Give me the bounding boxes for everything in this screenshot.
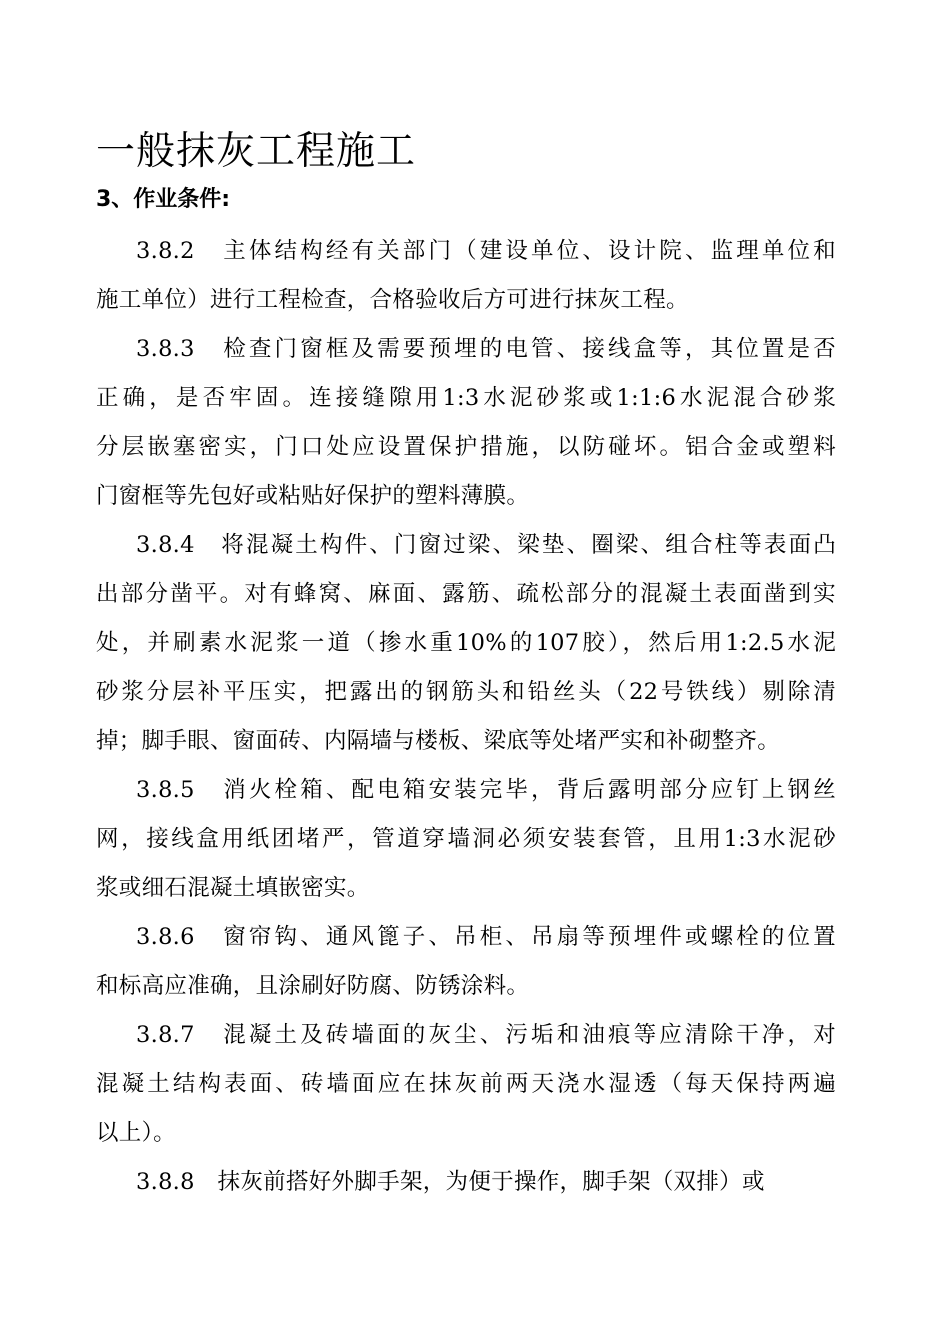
paragraph — [96, 913, 836, 1011]
paragraph-line: 网，接线盒用纸团堵严，管道穿墙洞必须安装套管，且用1:3水泥砂 — [96, 826, 836, 852]
document-body — [96, 227, 836, 1207]
paragraph — [96, 1011, 836, 1158]
paragraph-line: 和标高应准确，且涂刷好防腐、防锈涂料。 — [96, 973, 530, 999]
paragraph — [96, 766, 836, 913]
paragraph-line: 正确，是否牢固。连接缝隙用1:3水泥砂浆或1:1:6水泥混合砂浆 — [96, 385, 836, 411]
paragraph-line: 混凝土结构表面、砖墙面应在抹灰前两天浇水湿透（每天保持两遍 — [96, 1071, 836, 1097]
paragraph-line: 3.8.8 抹灰前搭好外脚手架，为便于操作，脚手架（双排）或 — [136, 1169, 765, 1195]
paragraph — [96, 521, 836, 766]
paragraph — [96, 325, 836, 521]
paragraph-line: 3.8.6 窗帘钩、通风篦子、吊柜、吊扇等预埋件或螺栓的位置 — [136, 924, 836, 950]
section-heading: 3、作业条件: — [96, 187, 231, 212]
paragraph-line: 分层嵌塞密实，门口处应设置保护措施，以防碰坏。铝合金或塑料 — [96, 434, 836, 460]
paragraph-line: 门窗框等先包好或粘贴好保护的塑料薄膜。 — [96, 483, 530, 509]
paragraph-line: 处，并刷素水泥浆一道（掺水重10%的107胶），然后用1:2.5水泥 — [96, 630, 836, 656]
document-title: 一般抹灰工程施工 — [96, 129, 417, 174]
paragraph-line: 施工单位）进行工程检查，合格验收后方可进行抹灰工程。 — [96, 287, 689, 313]
paragraph-line: 3.8.7 混凝土及砖墙面的灰尘、污垢和油痕等应清除干净，对 — [136, 1022, 836, 1048]
paragraph-line: 3.8.4 将混凝土构件、门窗过梁、梁垫、圈梁、组合柱等表面凸 — [136, 532, 836, 558]
paragraph-line: 3.8.3 检查门窗框及需要预埋的电管、接线盒等，其位置是否 — [136, 336, 836, 362]
paragraph — [96, 1158, 836, 1207]
paragraph-line: 掉；脚手眼、窗面砖、内隔墙与楼板、梁底等处堵严实和补砌整齐。 — [96, 728, 781, 754]
paragraph-line: 3.8.2 主体结构经有关部门（建设单位、设计院、监理单位和 — [136, 238, 836, 264]
paragraph — [96, 227, 836, 325]
paragraph-line: 砂浆分层补平压实，把露出的钢筋头和铅丝头（22号铁线）剔除清 — [96, 679, 836, 705]
paragraph-line: 出部分凿平。对有蜂窝、麻面、露筋、疏松部分的混凝土表面凿到实 — [96, 581, 836, 607]
paragraph-line: 以上）。 — [96, 1120, 176, 1146]
paragraph-line: 浆或细石混凝土填嵌密实。 — [96, 875, 370, 901]
paragraph-line: 3.8.5 消火栓箱、配电箱安装完毕，背后露明部分应钉上钢丝 — [136, 777, 836, 803]
